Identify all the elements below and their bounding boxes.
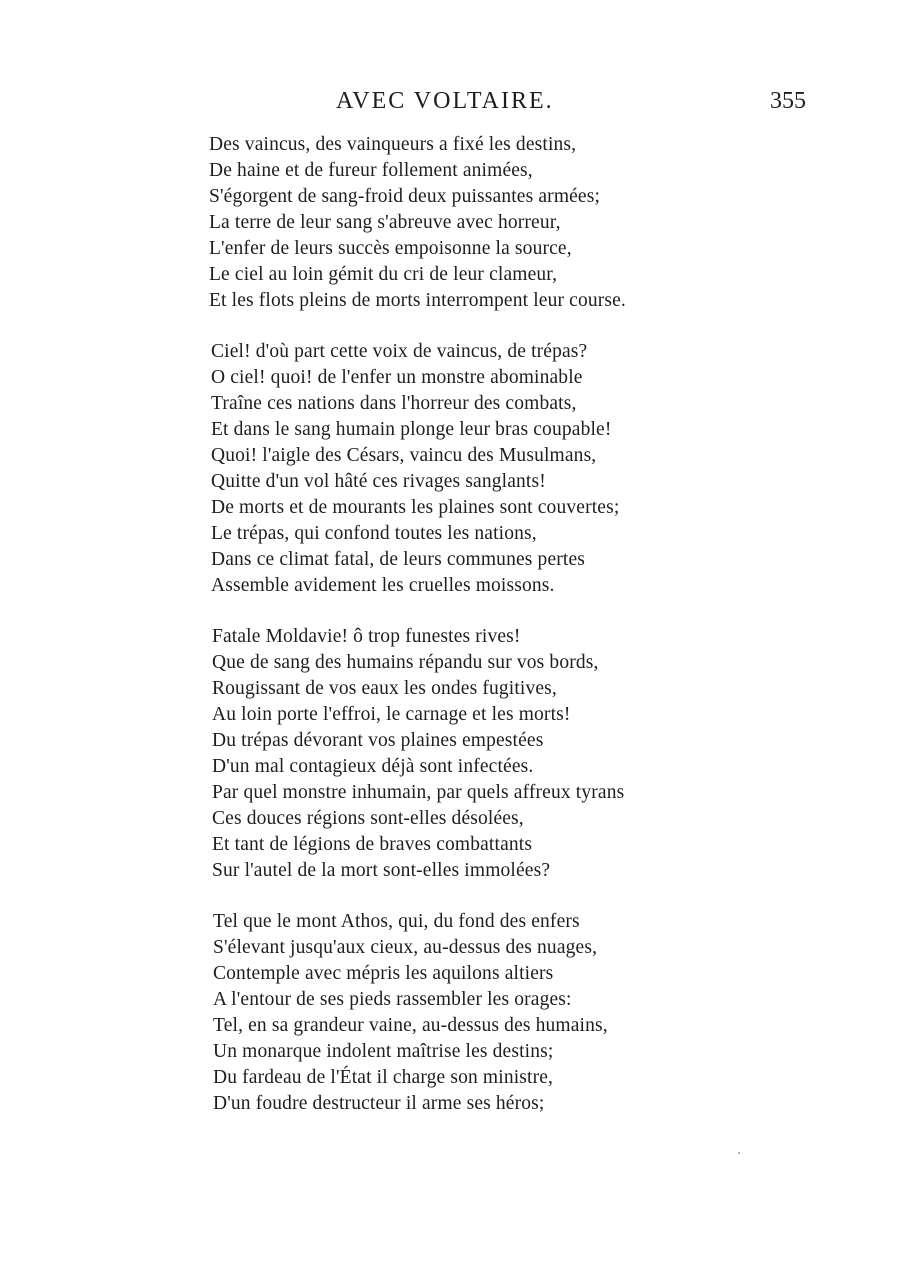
verse-line: Tel que le mont Athos, qui, du fond des enfers	[213, 911, 580, 932]
running-head	[0, 86, 900, 116]
verse-line: De haine et de fureur follement animées,	[209, 160, 533, 181]
verse-line: S'élevant jusqu'aux cieux, au-dessus des nuages,	[213, 937, 598, 958]
verse-line: Du fardeau de l'État il charge son ministre,	[213, 1067, 554, 1088]
page-number: 355	[770, 88, 806, 114]
stanza-1	[0, 132, 900, 314]
verse-line: Au loin porte l'effroi, le carnage et les morts!	[212, 704, 571, 725]
verse-line: La terre de leur sang s'abreuve avec horreur,	[209, 212, 561, 233]
verse-line: Et dans le sang humain plonge leur bras coupable!	[211, 419, 612, 440]
verse-line: Et tant de légions de braves combattants	[212, 834, 533, 855]
verse-line: Quitte d'un vol hâté ces rivages sanglants!	[211, 471, 546, 492]
stanza-3	[0, 624, 900, 884]
verse-line: Des vaincus, des vainqueurs a fixé les destins,	[209, 134, 577, 155]
stanza-2	[0, 339, 900, 599]
verse-line: Que de sang des humains répandu sur vos bords,	[212, 652, 599, 673]
verse-line: Le ciel au loin gémit du cri de leur clameur,	[209, 264, 558, 285]
verse-line: Sur l'autel de la mort sont-elles immolées?	[212, 860, 551, 881]
verse-line: Et les flots pleins de morts interrompent leur course.	[209, 290, 626, 311]
verse-line: Ces douces régions sont-elles désolées,	[212, 808, 524, 829]
verse-line: D'un mal contagieux déjà sont infectées.	[212, 756, 534, 777]
verse-line: Traîne ces nations dans l'horreur des combats,	[211, 393, 577, 414]
verse-line: Dans ce climat fatal, de leurs communes pertes	[211, 549, 586, 570]
verse-line: O ciel! quoi! de l'enfer un monstre abominable	[211, 367, 583, 388]
verse-line: L'enfer de leurs succès empoisonne la source,	[209, 238, 572, 259]
verse-line: Ciel! d'où part cette voix de vaincus, de trépas?	[211, 341, 588, 362]
verse-line: A l'entour de ses pieds rassembler les orages:	[213, 989, 572, 1010]
paper-speck	[738, 1152, 740, 1154]
verse-line: Par quel monstre inhumain, par quels affreux tyrans	[212, 782, 625, 803]
verse-line: De morts et de mourants les plaines sont couvertes;	[211, 497, 620, 518]
verse-line: Tel, en sa grandeur vaine, au-dessus des humains,	[213, 1015, 608, 1036]
verse-line: Un monarque indolent maîtrise les destins;	[213, 1041, 554, 1062]
verse-line: Contemple avec mépris les aquilons altiers	[213, 963, 554, 984]
verse-line: Le trépas, qui confond toutes les nations,	[211, 523, 537, 544]
verse-line: Assemble avidement les cruelles moissons.	[211, 575, 555, 596]
verse-line: Fatale Moldavie! ô trop funestes rives!	[212, 626, 521, 647]
verse-line: Du trépas dévorant vos plaines empestées	[212, 730, 544, 751]
verse-line: Quoi! l'aigle des Césars, vaincu des Musulmans,	[211, 445, 597, 466]
poem-body	[0, 132, 900, 1117]
running-title: AVEC VOLTAIRE.	[336, 88, 554, 114]
verse-line: Rougissant de vos eaux les ondes fugitives,	[212, 678, 557, 699]
stanza-4	[0, 909, 900, 1117]
verse-line: S'égorgent de sang-froid deux puissantes armées;	[209, 186, 601, 207]
verse-line: D'un foudre destructeur il arme ses héros;	[213, 1093, 545, 1114]
